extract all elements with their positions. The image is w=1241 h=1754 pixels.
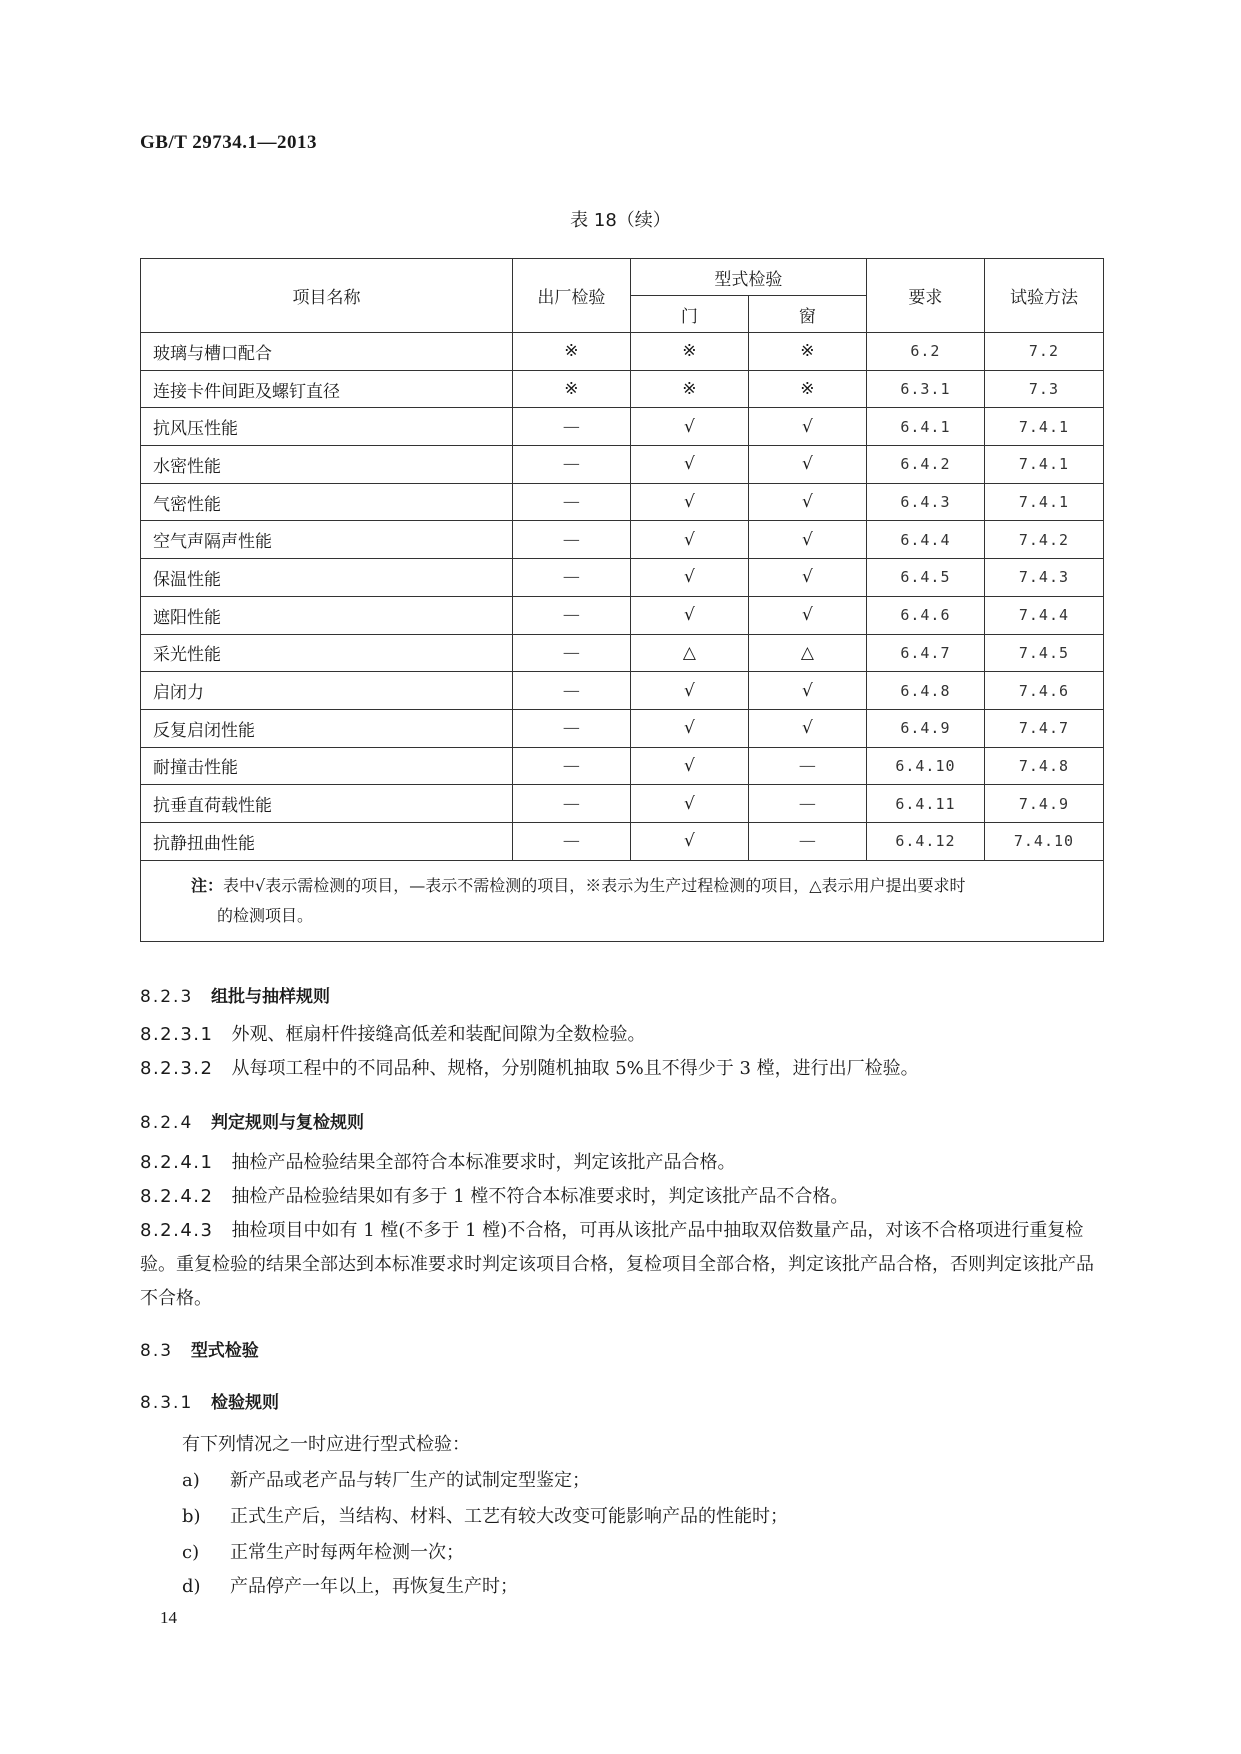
- list-marker: c): [182, 1542, 200, 1563]
- cell-window: √: [748, 672, 866, 710]
- cell-factory: —: [512, 672, 630, 710]
- cell-door: ※: [630, 370, 748, 408]
- clause-text: 抽检项目中如有 1 樘(不多于 1 樘)不合格，可再从该批产品中抽取双倍数量产品，对该不合格项进行重复检验。重复检验的结果全部达到本标准要求时判定该项目合格，复检项目全部合格，判定该批产品合格，否则判定该批产品不合格。: [140, 1220, 1094, 1309]
- section-number: 8.2.3: [140, 987, 194, 1007]
- section-number: 8.2.4: [140, 1113, 194, 1133]
- standard-code: GB/T 29734.1—2013: [140, 132, 318, 153]
- table-row: [141, 521, 1104, 559]
- cell-method: 7.2: [984, 333, 1103, 371]
- cell-door: √: [630, 596, 748, 634]
- section-title: 判定规则与复检规则: [211, 1113, 365, 1133]
- clause-8-2-3-2: [140, 1052, 1104, 1086]
- cell-window: √: [748, 446, 866, 484]
- clause-8-2-4-2: [140, 1180, 1104, 1214]
- table-row: [141, 785, 1104, 823]
- cell-door: √: [630, 822, 748, 860]
- cell-door: ※: [630, 333, 748, 371]
- cell-factory: ※: [512, 333, 630, 371]
- clause-number: 8.2.4.2: [140, 1186, 214, 1207]
- cell-window: ※: [748, 370, 866, 408]
- cell-name: 气密性能: [141, 483, 513, 521]
- cell-factory: —: [512, 408, 630, 446]
- clause-number: 8.2.4.1: [140, 1152, 214, 1173]
- clause-text: 外观、框扇杆件接缝高低差和装配间隙为全数检验。: [231, 1024, 646, 1045]
- header-door: 门: [630, 296, 748, 333]
- cell-window: —: [748, 785, 866, 823]
- clause-number: 8.2.3.1: [140, 1024, 214, 1045]
- cell-requirement: 6.2: [866, 333, 984, 371]
- cell-method: 7.4.10: [984, 822, 1103, 860]
- cell-requirement: 6.4.1: [866, 408, 984, 446]
- header-requirement: 要求: [866, 259, 984, 333]
- inspection-table: [140, 258, 1104, 942]
- note-label: 注：: [191, 875, 224, 895]
- section-8-2-3-heading: [140, 982, 330, 1007]
- cell-requirement: 6.4.4: [866, 521, 984, 559]
- cell-door: √: [630, 521, 748, 559]
- table-row: [141, 709, 1104, 747]
- section-8-3-1-heading: [140, 1388, 279, 1413]
- page-number: 14: [160, 1608, 177, 1627]
- cell-window: √: [748, 483, 866, 521]
- clause-text: 从每项工程中的不同品种、规格，分别随机抽取 5%且不得少于 3 樘，进行出厂检验。: [231, 1058, 919, 1079]
- cell-factory: —: [512, 596, 630, 634]
- cell-door: √: [630, 785, 748, 823]
- cell-name: 保温性能: [141, 559, 513, 597]
- cell-name: 启闭力: [141, 672, 513, 710]
- cell-factory: —: [512, 559, 630, 597]
- clause-number: 8.2.3.2: [140, 1058, 214, 1079]
- cell-factory: —: [512, 521, 630, 559]
- cell-method: 7.4.3: [984, 559, 1103, 597]
- clause-8-2-4-1: [140, 1146, 1104, 1180]
- table-note-row: [141, 860, 1104, 941]
- cell-method: 7.4.4: [984, 596, 1103, 634]
- cell-name: 空气声隔声性能: [141, 521, 513, 559]
- table-row: [141, 747, 1104, 785]
- list-marker: d): [182, 1576, 201, 1597]
- cell-door: √: [630, 672, 748, 710]
- table-row: [141, 408, 1104, 446]
- cell-name: 水密性能: [141, 446, 513, 484]
- table-row: [141, 446, 1104, 484]
- cell-window: √: [748, 521, 866, 559]
- table-row: [141, 634, 1104, 672]
- cell-method: 7.4.5: [984, 634, 1103, 672]
- cell-door: √: [630, 483, 748, 521]
- table-row: [141, 596, 1104, 634]
- list-text: 正式生产后，当结构、材料、工艺有较大改变可能影响产品的性能时；: [230, 1506, 788, 1527]
- cell-requirement: 6.4.6: [866, 596, 984, 634]
- table-row: [141, 483, 1104, 521]
- cell-requirement: 6.4.8: [866, 672, 984, 710]
- cell-requirement: 6.4.5: [866, 559, 984, 597]
- cell-factory: ※: [512, 370, 630, 408]
- cell-requirement: 6.4.11: [866, 785, 984, 823]
- cell-method: 7.3: [984, 370, 1103, 408]
- header-factory-inspection: 出厂检验: [512, 259, 630, 333]
- list-item: [182, 1466, 590, 1492]
- cell-method: 7.4.2: [984, 521, 1103, 559]
- list-text: 新产品或老产品与转厂生产的试制定型鉴定；: [230, 1470, 590, 1491]
- cell-factory: —: [512, 785, 630, 823]
- section-number: 8.3.1: [140, 1393, 194, 1413]
- list-text: 正常生产时每两年检测一次；: [230, 1542, 464, 1563]
- cell-name: 连接卡件间距及螺钉直径: [141, 370, 513, 408]
- list-text: 产品停产一年以上，再恢复生产时；: [230, 1576, 518, 1597]
- cell-requirement: 6.4.9: [866, 709, 984, 747]
- cell-door: √: [630, 446, 748, 484]
- cell-method: 7.4.1: [984, 483, 1103, 521]
- cell-name: 抗垂直荷载性能: [141, 785, 513, 823]
- cell-factory: —: [512, 483, 630, 521]
- list-marker: b): [182, 1506, 201, 1527]
- cell-window: △: [748, 634, 866, 672]
- cell-name: 玻璃与槽口配合: [141, 333, 513, 371]
- cell-name: 遮阳性能: [141, 596, 513, 634]
- clause-8-2-4-3: [140, 1214, 1104, 1316]
- cell-door: √: [630, 709, 748, 747]
- section-title: 型式检验: [190, 1341, 259, 1361]
- cell-door: △: [630, 634, 748, 672]
- cell-method: 7.4.6: [984, 672, 1103, 710]
- cell-requirement: 6.3.1: [866, 370, 984, 408]
- cell-method: 7.4.1: [984, 446, 1103, 484]
- cell-method: 7.4.8: [984, 747, 1103, 785]
- section-title: 检验规则: [211, 1393, 280, 1413]
- table-row: [141, 822, 1104, 860]
- cell-requirement: 6.4.3: [866, 483, 984, 521]
- list-marker: a): [182, 1470, 200, 1491]
- table-row: [141, 672, 1104, 710]
- header-item-name: 项目名称: [141, 259, 513, 333]
- table-note: [141, 860, 1104, 941]
- list-item: [182, 1572, 518, 1598]
- list-item: [182, 1538, 464, 1564]
- cell-window: √: [748, 709, 866, 747]
- cell-name: 抗风压性能: [141, 408, 513, 446]
- clause-8-2-3-1: [140, 1018, 1104, 1052]
- cell-factory: —: [512, 822, 630, 860]
- cell-window: —: [748, 747, 866, 785]
- cell-door: √: [630, 408, 748, 446]
- cell-window: —: [748, 822, 866, 860]
- cell-name: 耐撞击性能: [141, 747, 513, 785]
- cell-factory: —: [512, 446, 630, 484]
- cell-factory: —: [512, 709, 630, 747]
- cell-name: 抗静扭曲性能: [141, 822, 513, 860]
- table-row: [141, 333, 1104, 371]
- cell-factory: —: [512, 747, 630, 785]
- cell-factory: —: [512, 634, 630, 672]
- section-8-2-4-heading: [140, 1108, 364, 1133]
- table-caption: 表 18（续）: [570, 210, 671, 231]
- header-type-inspection: 型式检验: [630, 259, 866, 296]
- clause-number: 8.2.4.3: [140, 1220, 214, 1241]
- cell-requirement: 6.4.10: [866, 747, 984, 785]
- cell-requirement: 6.4.7: [866, 634, 984, 672]
- cell-window: ※: [748, 333, 866, 371]
- table-row: [141, 370, 1104, 408]
- clause-text: 抽检产品检验结果全部符合本标准要求时，判定该批产品合格。: [231, 1152, 736, 1173]
- intro-text: 有下列情况之一时应进行型式检验：: [182, 1434, 470, 1455]
- section-8-3-heading: [140, 1336, 259, 1361]
- cell-window: √: [748, 559, 866, 597]
- cell-method: 7.4.1: [984, 408, 1103, 446]
- list-item: [182, 1502, 788, 1528]
- cell-window: √: [748, 408, 866, 446]
- section-title: 组批与抽样规则: [211, 987, 331, 1007]
- note-text-line2: 的检测项目。: [217, 905, 314, 925]
- clause-text: 抽检产品检验结果如有多于 1 樘不符合本标准要求时，判定该批产品不合格。: [231, 1186, 849, 1207]
- cell-requirement: 6.4.12: [866, 822, 984, 860]
- cell-name: 反复启闭性能: [141, 709, 513, 747]
- table-row: [141, 559, 1104, 597]
- cell-requirement: 6.4.2: [866, 446, 984, 484]
- header-test-method: 试验方法: [984, 259, 1103, 333]
- cell-method: 7.4.7: [984, 709, 1103, 747]
- section-number: 8.3: [140, 1341, 174, 1361]
- cell-door: √: [630, 747, 748, 785]
- cell-name: 采光性能: [141, 634, 513, 672]
- cell-window: √: [748, 596, 866, 634]
- note-text-line1: 表中√表示需检测的项目，—表示不需检测的项目，※表示为生产过程检测的项目，△表示用户提出要求时: [223, 875, 966, 895]
- header-window: 窗: [748, 296, 866, 333]
- cell-door: √: [630, 559, 748, 597]
- cell-method: 7.4.9: [984, 785, 1103, 823]
